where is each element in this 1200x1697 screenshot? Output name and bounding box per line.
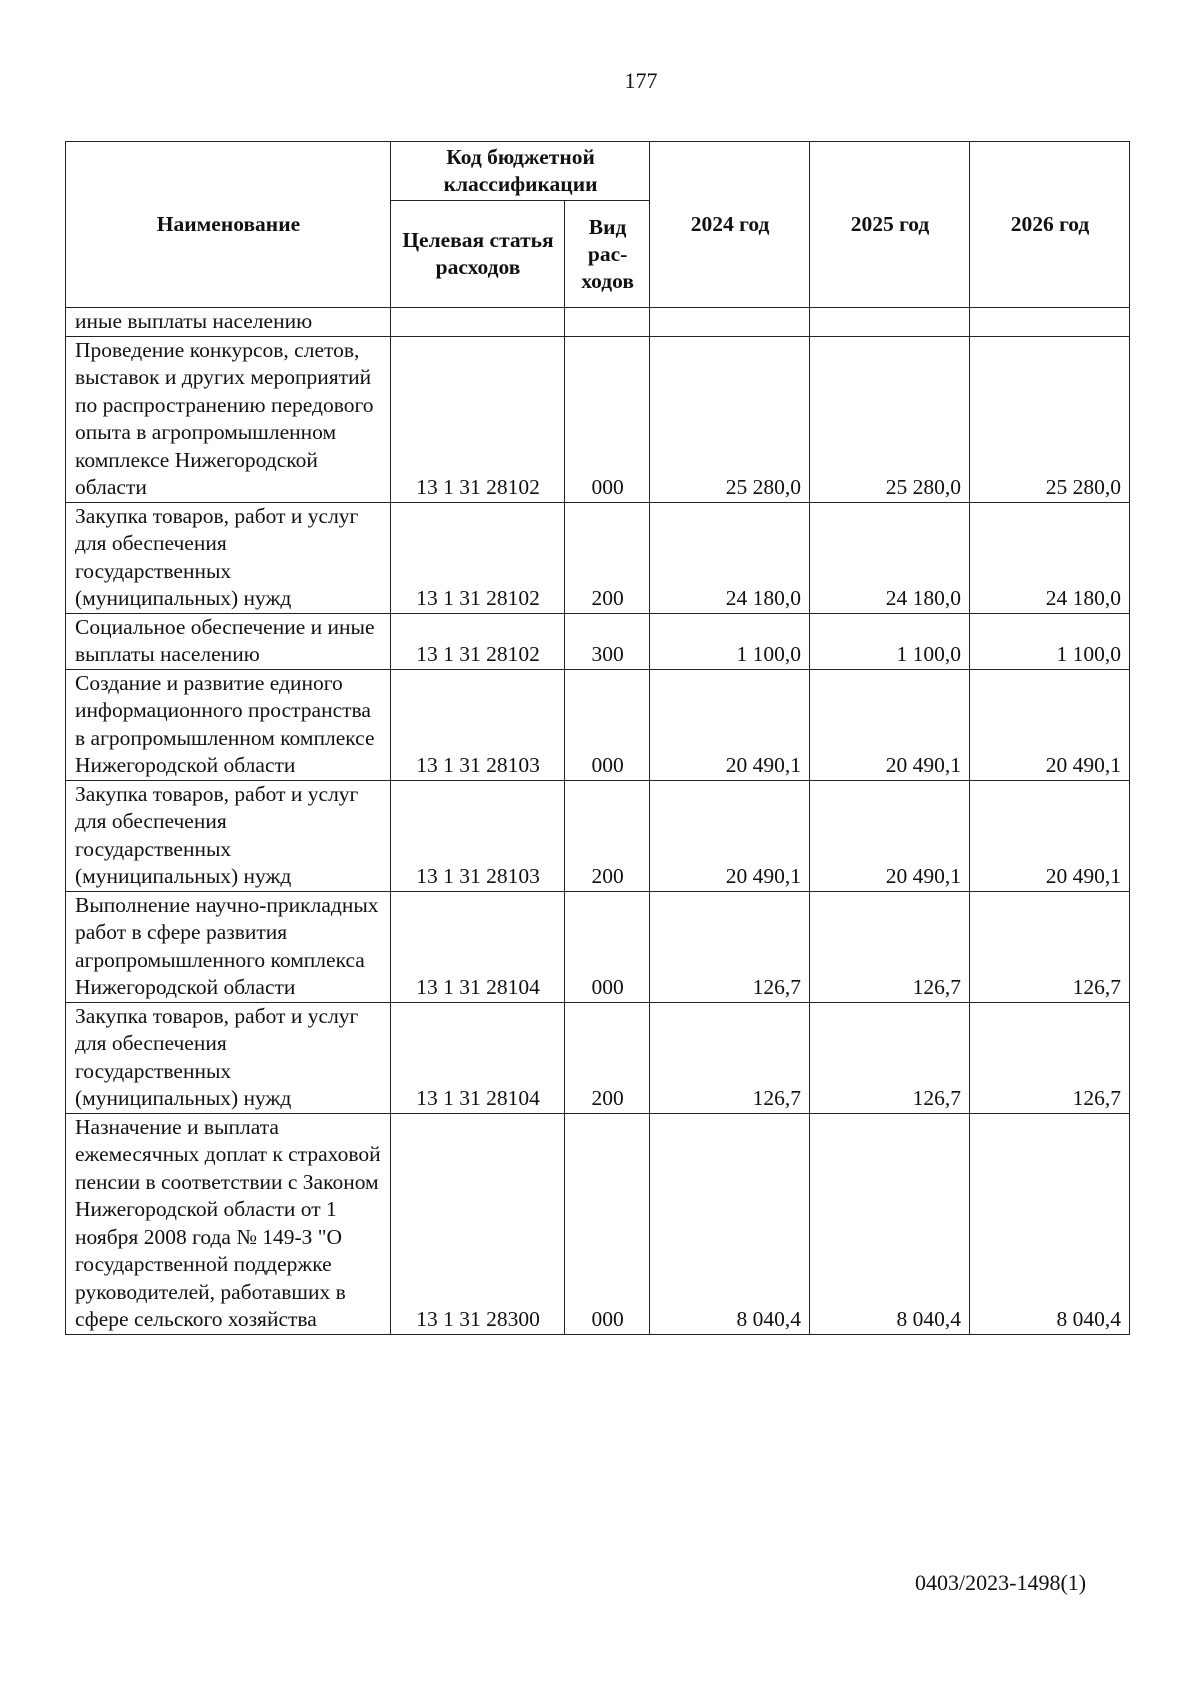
row-name: Закупка товаров, работ и услуг для обеспечения государственных (муниципальных) нужд	[66, 1002, 391, 1113]
table-row	[66, 780, 1130, 891]
row-expense-type: 000	[565, 669, 650, 780]
row-code: 13 1 31 28102	[390, 502, 564, 613]
row-name: Выполнение научно-прикладных работ в сфере развития агропромышленного комплекса Нижегородской области	[66, 891, 391, 1002]
row-2024: 126,7	[650, 1002, 810, 1113]
row-name: Закупка товаров, работ и услуг для обеспечения государственных (муниципальных) нужд	[66, 502, 391, 613]
table-row	[66, 891, 1130, 1002]
row-2024	[650, 308, 810, 337]
budget-table	[65, 141, 1130, 1335]
row-code	[390, 308, 564, 337]
row-2025: 24 180,0	[810, 502, 970, 613]
row-code: 13 1 31 28103	[390, 669, 564, 780]
row-code: 13 1 31 28104	[390, 891, 564, 1002]
row-expense-type: 200	[565, 502, 650, 613]
table-row	[66, 1002, 1130, 1113]
row-2026: 25 280,0	[969, 336, 1129, 502]
row-expense-type	[565, 308, 650, 337]
row-name: Закупка товаров, работ и услуг для обеспечения государственных (муниципальных) нужд	[66, 780, 391, 891]
row-2024: 20 490,1	[650, 669, 810, 780]
row-expense-type: 200	[565, 780, 650, 891]
table-row	[66, 502, 1130, 613]
row-expense-type: 000	[565, 1113, 650, 1334]
row-2024: 24 180,0	[650, 502, 810, 613]
row-code: 13 1 31 28104	[390, 1002, 564, 1113]
row-code: 13 1 31 28102	[390, 613, 564, 669]
row-2026: 20 490,1	[969, 780, 1129, 891]
row-2024: 8 040,4	[650, 1113, 810, 1334]
row-2025: 126,7	[810, 1002, 970, 1113]
header-year-2026: 2026 год	[969, 142, 1129, 308]
row-2025: 20 490,1	[810, 669, 970, 780]
row-2025: 1 100,0	[810, 613, 970, 669]
page-number: 177	[624, 68, 658, 93]
row-2024: 25 280,0	[650, 336, 810, 502]
row-2025: 25 280,0	[810, 336, 970, 502]
header-year-2025: 2025 год	[810, 142, 970, 308]
header-expense-type: Вид рас-ходов	[565, 201, 650, 308]
row-name: Проведение конкурсов, слетов, выставок и других мероприятий по распространению передового опыта в агропромышленном комплексе Нижегородской области	[66, 336, 391, 502]
row-2026	[969, 308, 1129, 337]
document-code: 0403/2023-1498(1)	[915, 1570, 1087, 1595]
row-name: Создание и развитие единого информационного пространства в агропромышленном комплексе Нижегородской области	[66, 669, 391, 780]
row-2025: 126,7	[810, 891, 970, 1002]
row-2024: 126,7	[650, 891, 810, 1002]
header-year-2024: 2024 год	[650, 142, 810, 308]
row-expense-type: 000	[565, 891, 650, 1002]
row-code: 13 1 31 28103	[390, 780, 564, 891]
row-2026: 20 490,1	[969, 669, 1129, 780]
row-2025: 20 490,1	[810, 780, 970, 891]
row-code: 13 1 31 28300	[390, 1113, 564, 1334]
row-code: 13 1 31 28102	[390, 336, 564, 502]
table-row	[66, 669, 1130, 780]
row-2025: 8 040,4	[810, 1113, 970, 1334]
row-2026: 8 040,4	[969, 1113, 1129, 1334]
header-target-article: Целевая статья расходов	[390, 201, 564, 308]
row-2026: 24 180,0	[969, 502, 1129, 613]
row-2026: 1 100,0	[969, 613, 1129, 669]
row-expense-type: 000	[565, 336, 650, 502]
row-expense-type: 200	[565, 1002, 650, 1113]
row-name: Социальное обеспечение и иные выплаты населению	[66, 613, 391, 669]
row-name: Назначение и выплата ежемесячных доплат к страховой пенсии в соответствии с Законом Нижегородской области от 1 ноября 2008 года № 149-З "О государственной поддержке руководителей, работавших в сфере сельского хозяйства	[66, 1113, 391, 1334]
table-row	[66, 308, 1130, 337]
table-row	[66, 1113, 1130, 1334]
row-2025	[810, 308, 970, 337]
row-expense-type: 300	[565, 613, 650, 669]
table-row	[66, 336, 1130, 502]
header-name: Наименование	[66, 142, 391, 308]
header-code-group: Код бюджетной классификации	[390, 142, 649, 201]
row-2026: 126,7	[969, 1002, 1129, 1113]
table-row	[66, 613, 1130, 669]
row-2026: 126,7	[969, 891, 1129, 1002]
row-2024: 20 490,1	[650, 780, 810, 891]
row-2024: 1 100,0	[650, 613, 810, 669]
row-name: иные выплаты населению	[66, 308, 391, 337]
